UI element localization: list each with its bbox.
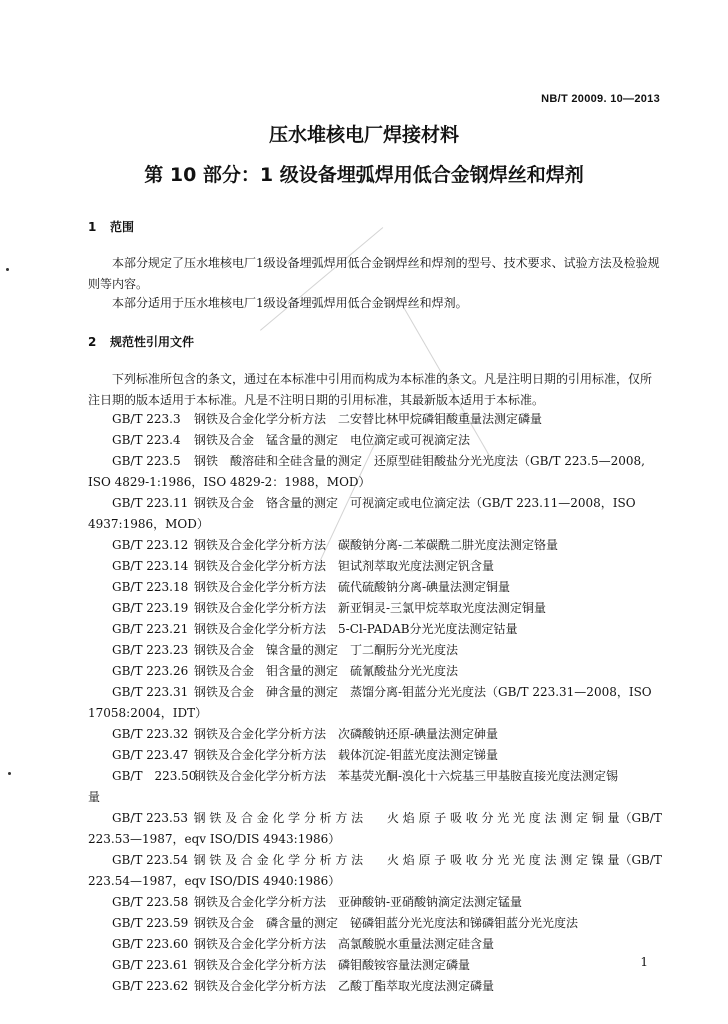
section-heading-normative-references [88, 333, 194, 350]
scan-mark [6, 268, 9, 271]
reference-item: GB/T 223.53 钢 铁 及 合 金 化 学 分 析 方 法 火 焰 原 子 吸 收 分 光 光 度 法 测 定 铜 量（GB/T [112, 811, 662, 825]
reference-item: GB/T 223.5 钢铁 酸溶硅和全硅含量的测定 还原型硅钼酸盐分光光度法（GB/T 223.5—2008, [112, 454, 645, 468]
reference-item-continuation: 量 [88, 790, 101, 804]
reference-item-continuation: 17058:2004，IDT） [88, 706, 208, 720]
scope-paragraph-2: 本部分适用于压水堆核电厂1级设备埋弧焊用低合金钢焊丝和焊剂。 [112, 296, 468, 310]
reference-item: GB/T 223.59 钢铁及合金 磷含量的测定 铋磷钼蓝分光光度法和锑磷钼蓝分光光度法 [112, 916, 579, 930]
reference-item-continuation: 4937:1986，MOD） [88, 517, 209, 531]
reference-item: GB/T 223.3 钢铁及合金化学分析方法 二安替比林甲烷磷钼酸重量法测定磷量 [112, 412, 543, 426]
reference-item: GB/T 223.23 钢铁及合金 镍含量的测定 丁二酮肟分光光度法 [112, 643, 459, 657]
reference-item: GB/T 223.58 钢铁及合金化学分析方法 亚砷酸钠-亚硝酸钠滴定法测定锰量 [112, 895, 523, 909]
scope-paragraph-1: 本部分规定了压水堆核电厂1级设备埋弧焊用低合金钢焊丝和焊剂的型号、技术要求、试验方法及检验规则等内容。 [88, 256, 660, 291]
reference-item: GB/T 223.61 钢铁及合金化学分析方法 磷钼酸铵容量法测定磷量 [112, 958, 471, 972]
reference-item: GB/T 223.60 钢铁及合金化学分析方法 高氯酸脱水重量法测定硅含量 [112, 937, 495, 951]
document-title-line1: 压水堆核电厂焊接材料 [268, 124, 459, 146]
reference-item-continuation: 223.54—1987，eqv ISO/DIS 4940:1986） [88, 874, 341, 888]
section-number: 2 [88, 335, 97, 349]
reference-item: GB/T 223.11 钢铁及合金 铬含量的测定 可视滴定或电位滴定法（GB/T 223.11—2008，ISO [112, 496, 636, 510]
reference-item: GB/T 223.32 钢铁及合金化学分析方法 次磷酸钠还原-碘量法测定砷量 [112, 727, 499, 741]
page-number: 1 [640, 955, 648, 969]
reference-item: GB/T 223.4 钢铁及合金 锰含量的测定 电位滴定或可视滴定法 [112, 433, 471, 447]
section-title: 范围 [110, 220, 135, 234]
reference-item: GB/T 223.21 钢铁及合金化学分析方法 5-Cl-PADAB分光光度法测定钴量 [112, 622, 518, 636]
reference-item: GB/T 223.12 钢铁及合金化学分析方法 碳酸钠分离-二苯碳酰二肼光度法测定铬量 [112, 538, 559, 552]
reference-item: GB/T 223.54 钢 铁 及 合 金 化 学 分 析 方 法 火 焰 原 子 吸 收 分 光 光 度 法 测 定 镍 量（GB/T [112, 853, 662, 867]
references-intro: 下列标准所包含的条文，通过在本标准中引用而构成为本标准的条文。凡是注明日期的引用标准，仅所注日期的版本适用于本标准。凡是不注明日期的引用标准，其最新版本适用于本标准。 [88, 372, 653, 407]
section-title: 规范性引用文件 [110, 335, 195, 349]
standard-number: NB/T 20009. 10—2013 [541, 93, 660, 105]
reference-item: GB/T 223.31 钢铁及合金 砷含量的测定 蒸馏分离-钼蓝分光光度法（GB/T 223.31—2008，ISO [112, 685, 652, 699]
reference-item: GB/T 223.18 钢铁及合金化学分析方法 硫代硫酸钠分离-碘量法测定铜量 [112, 580, 511, 594]
reference-item: GB/T 223.47 钢铁及合金化学分析方法 载体沉淀-钼蓝光度法测定锑量 [112, 748, 499, 762]
scan-mark [8, 772, 11, 775]
section-heading-scope [88, 218, 134, 235]
reference-item-continuation: 223.53—1987，eqv ISO/DIS 4943:1986） [88, 832, 341, 846]
reference-item: GB/T 223.14 钢铁及合金化学分析方法 钽试剂萃取光度法测定钒含量 [112, 559, 495, 573]
reference-item: GB/T 223.50钢铁及合金化学分析方法 苯基荧光酮-溴化十六烷基三甲基胺直接光度法测定锡 [112, 769, 619, 783]
section-number: 1 [88, 220, 97, 234]
document-title-line2: 第 10 部分：1 级设备埋弧焊用低合金钢焊丝和焊剂 [144, 164, 584, 186]
reference-item: GB/T 223.62 钢铁及合金化学分析方法 乙酸丁酯萃取光度法测定磷量 [112, 979, 495, 993]
reference-item-continuation: ISO 4829-1:1986，ISO 4829-2：1988，MOD） [88, 475, 371, 489]
reference-item: GB/T 223.26 钢铁及合金 钼含量的测定 硫氰酸盐分光光度法 [112, 664, 459, 678]
reference-item: GB/T 223.19 钢铁及合金化学分析方法 新亚铜灵-三氯甲烷萃取光度法测定铜量 [112, 601, 547, 615]
